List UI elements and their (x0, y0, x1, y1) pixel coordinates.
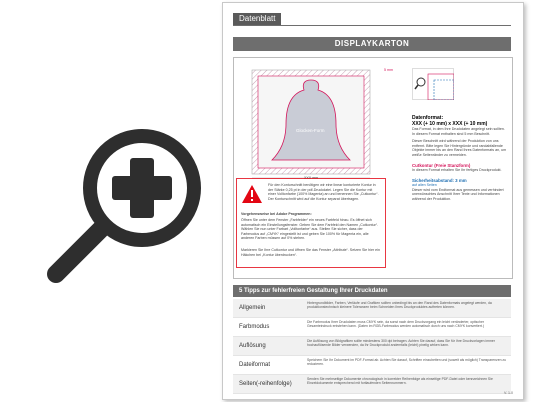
warning-triangle-icon (241, 184, 263, 204)
corner-detail (412, 68, 454, 100)
sicherheit-sub: auf allen Seiten (412, 182, 437, 187)
tip-key: Seiten(-reihenfolge) (239, 381, 292, 387)
tip-text: Die Farbmodus Ihrer Druckdaten muss CMYK sein, da sonst nach dem Druckvorgang ein leicht veränderter, optischer Gesamteindruck entstehen kann. (Daten im RGB-Farbmodus werden automatisch durch uns nach CMYK konvertiert.) (307, 320, 484, 329)
procedure-title: Vorgehensweise bei Adobe Programmen: (241, 212, 312, 216)
sicherheit-title: Sicherheitsabstand: 3 mm (412, 177, 467, 183)
datasheet-page (222, 2, 524, 400)
tip-row (233, 299, 511, 318)
warning-text: Für den Konturschnitt benötigen wir eine linear konturierte Kontur in der Stärke 0,25 pt in der pdf-Druckdatei. Legen Sie die Kontur mit einer Volltonfarbe (100% Magenta) an und benennen Sie „Cutkontur“. Der Konturschnitt wird auf die Kontur separat übertragen. (268, 183, 379, 201)
main-panel (233, 57, 513, 279)
tip-key: Dateiformat (239, 362, 271, 368)
tips-title: 5 Tipps zur fehlerfreien Gestaltung Ihrer Druckdaten (233, 285, 511, 297)
tip-text: Die Auflösung von Bildgrafiken sollte mindestens 300 dpi betragen. Achten Sie darauf, dass Sie für Ihre Druckvorlagen immer hochauflösende Bilder verwenden, da Ihr Druckprodukt andernfalls (leicht) pixelig wirken kann. (307, 339, 495, 348)
datenformat-text: Das Format, in dem Ihre Druckdaten angelegt sein sollten. In diesem Format enthalten sind 5 mm Beschnitt. (412, 127, 505, 136)
shape-label: Glocken-Form (296, 128, 325, 133)
version-label: V. 1.0 (503, 391, 513, 395)
tip-text: Hintergrundbilder, Farben, Verläufe und Grafiken sollten unbedingt bis an den Rand des Datenformats angelegt werden, da produktionstechnisch kleinere Toleranzen beim Schneiden Ihres Druckproduktes auftreten können. (307, 301, 492, 310)
tip-row (233, 318, 511, 337)
spec-column (412, 68, 508, 201)
datenformat-value: XXX (+ 10 mm) x XXX (+ 10 mm) (412, 121, 488, 127)
tips-table (233, 299, 511, 394)
product-banner: DISPLAYKARTON (233, 37, 511, 51)
tip-row (233, 337, 511, 356)
dim-top: 5 mm (384, 68, 393, 72)
cutkontur-text: In diesem Format erhalten Sie Ihr fertiges Druckprodukt. (412, 167, 502, 172)
sicherheit-text: Dieser wird vom Endformat aus gemessen und verhindert unerwünschtes Anschnitt Ihrer Texte und Informationen während der Produktion. (412, 187, 504, 201)
header-tab: Datenblatt (233, 13, 281, 25)
datenformat-title: Datenformat: (412, 115, 444, 121)
procedure-note: Markieren Sie Ihre Cutkontur und öffnen Sie das Fenster „Attribute“. Setzen Sie hier ein Häkchen bei „Kontur überdrucken“. (241, 248, 380, 257)
datenformat-section (412, 115, 508, 158)
tip-row (233, 375, 511, 394)
tip-key: Allgemein (239, 305, 266, 311)
tip-key: Auflösung (239, 343, 266, 349)
procedure-text: Öffnen Sie unter dem Fenster „Farbfelder“ ein neues Farbfeld hinzu. Es öffnet sich automatisch ein Einstellungsfenster. Geben Sie dem Farbfeld den Namen „Cutkontur“. Wählen Sie nun unter Farbart „Volltonfarbe“ aus. Stellen Sie sicher, dass der Farbmodus auf „CMYK“ eingestellt ist und geben Sie 100% für Magenta ein, alle anderen Farben müssen auf 0% stehen. (241, 218, 379, 241)
header-rule (233, 25, 511, 26)
zoom-in-magnifier-icon[interactable] (42, 110, 222, 290)
cutkontur-section (412, 163, 508, 173)
beschnitt-text: Dieser Beschnitt wird während der Produktion von uns entfernt. Bitte legen Sie Hintergründe und randabfallende Objekte immer bis an den Rand Ihres Datenformats an, um weiße Seitenränder zu vermeiden. (412, 139, 507, 157)
dim-bottom: XXX mm (304, 176, 319, 180)
tip-text: Senden Sie mehrseitige Dokumente chronologisch in korrekter Reihenfolge als einseitige PDF-Datei oder kennzeichnen Sie Einzeldokumente entsprechend mit fortlaufenden Seitennummern. (307, 377, 493, 386)
cutkontur-title: Cutkontur (Freie Stanzform) (412, 162, 471, 168)
bell-shape-drawing (248, 66, 378, 181)
tip-row (233, 356, 511, 375)
tip-text: Speichern Sie Ihr Dokument im PDF-Format ab. Achten Sie darauf, Schriften einzubetten und (soweit als möglich) Transparenzen zu reduzieren. (307, 358, 507, 367)
sicherheit-section (412, 178, 508, 202)
tip-key: Farbmodus (239, 324, 270, 330)
